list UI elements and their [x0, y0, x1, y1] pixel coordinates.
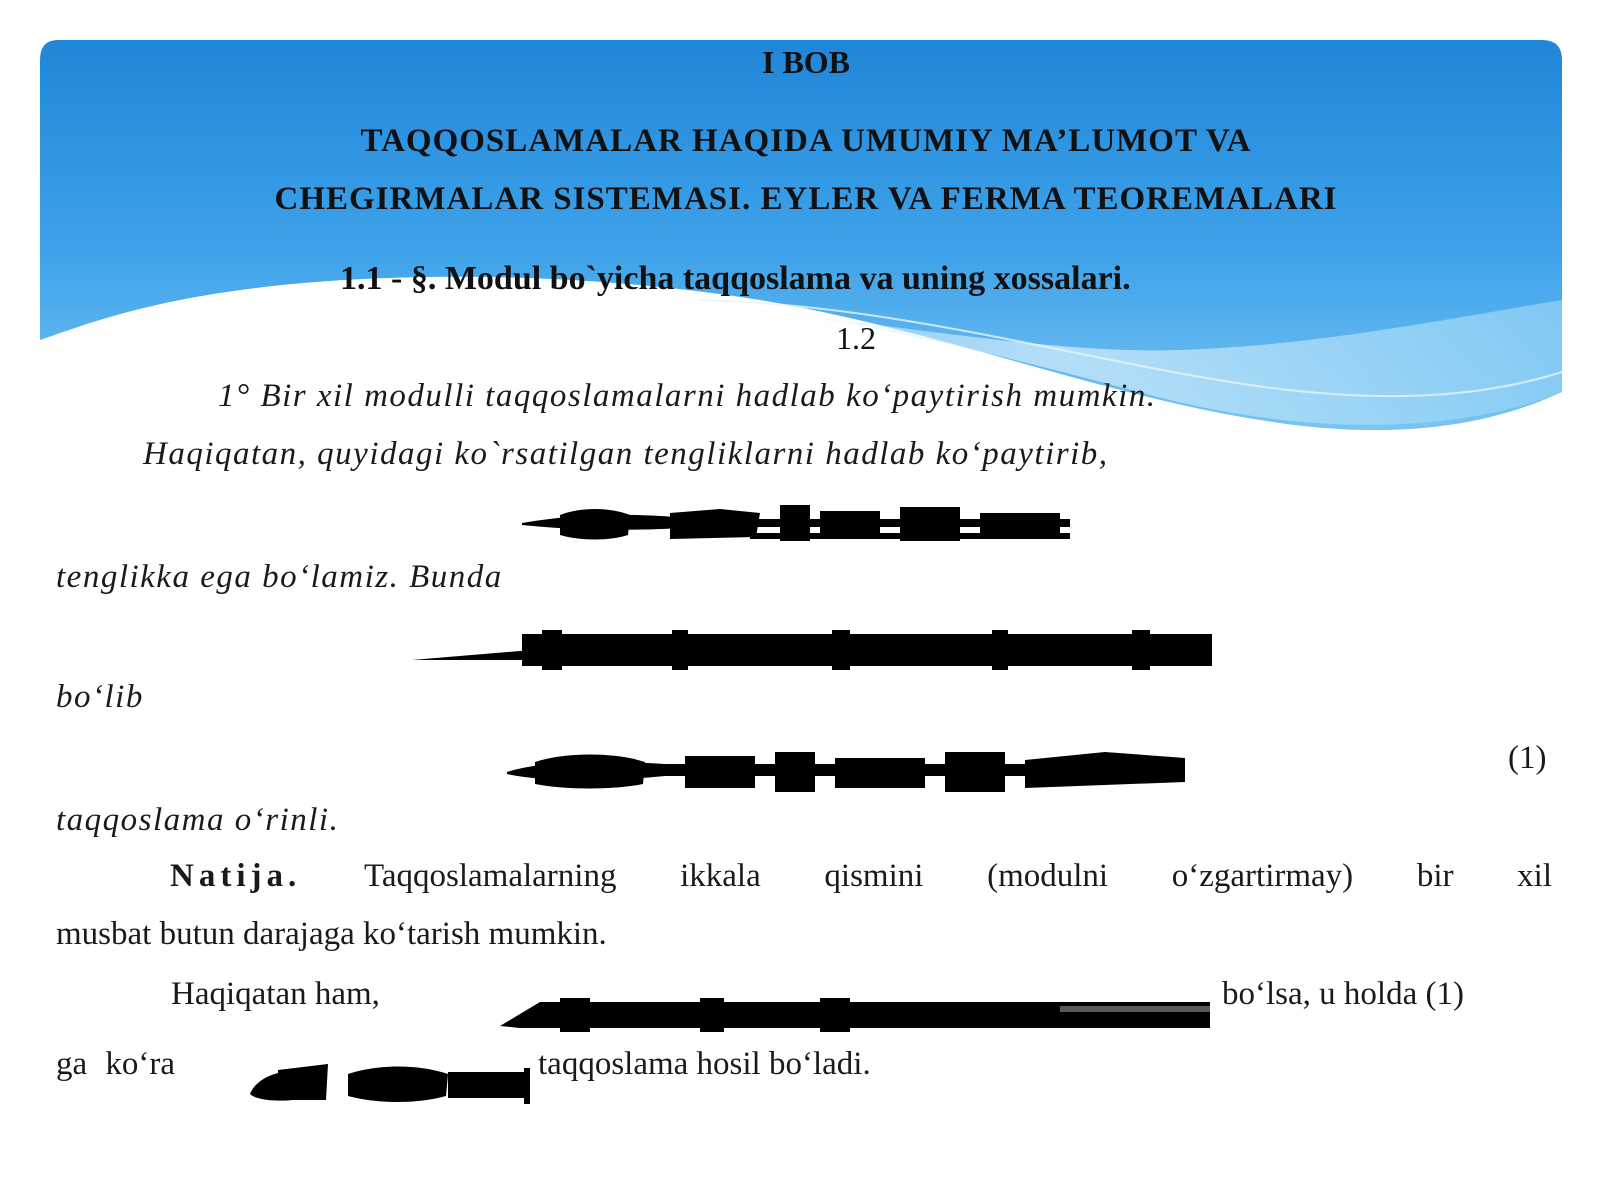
property-statement: 1° Bir xil modulli taqqoslamalarni hadlab ko‘paytirish mumkin.: [218, 378, 1157, 414]
formula-image-5: [248, 1064, 530, 1104]
result-label: Natija.: [170, 858, 302, 894]
final-end: taqqoslama hosil bo‘ladi.: [538, 1046, 871, 1082]
proof-end: bo‘lsa, u holda (1): [1222, 976, 1464, 1012]
result-text-2: musbat butun darajaga ko‘tarish mumkin.: [56, 916, 607, 952]
result-paragraph: [56, 858, 1556, 895]
text-tenglikka: tenglikka ega bo‘lamiz. Bunda: [56, 559, 503, 595]
formula-image-3: [505, 752, 1185, 792]
proof-start: Haqiqatan ham,: [171, 976, 380, 1012]
text-bolib: bo‘lib: [56, 679, 144, 715]
formula-image-2: [412, 630, 1212, 670]
section-title: 1.1 - §. Modul bo`yicha taqqoslama va uning xossalari.: [340, 260, 1131, 297]
chapter-title: I BOB: [761, 44, 851, 80]
final-start: ga ko‘ra: [56, 1046, 176, 1082]
formula-image-4: [500, 998, 1210, 1032]
text-taqqoslama-orinli: taqqoslama o‘rinli.: [56, 802, 340, 838]
heading-line-2: CHEGIRMALAR SISTEMASI. EYLER VA FERMA TEOREMALARI: [274, 181, 1338, 217]
formula-image-1: [520, 505, 1070, 545]
equation-label: (1): [1508, 740, 1547, 776]
heading-line-1: TAQQOSLAMALAR HAQIDA UMUMIY MA’LUMOT VA: [360, 123, 1252, 159]
result-text: Taqqoslamalarning ikkala qismini (modulni o‘zgartirmay) bir xil: [364, 858, 1552, 894]
section-subnumber: 1.2: [836, 320, 876, 356]
proof-intro: Haqiqatan, quyidagi ko`rsatilgan tengliklarni hadlab ko‘paytirib,: [143, 436, 1109, 472]
